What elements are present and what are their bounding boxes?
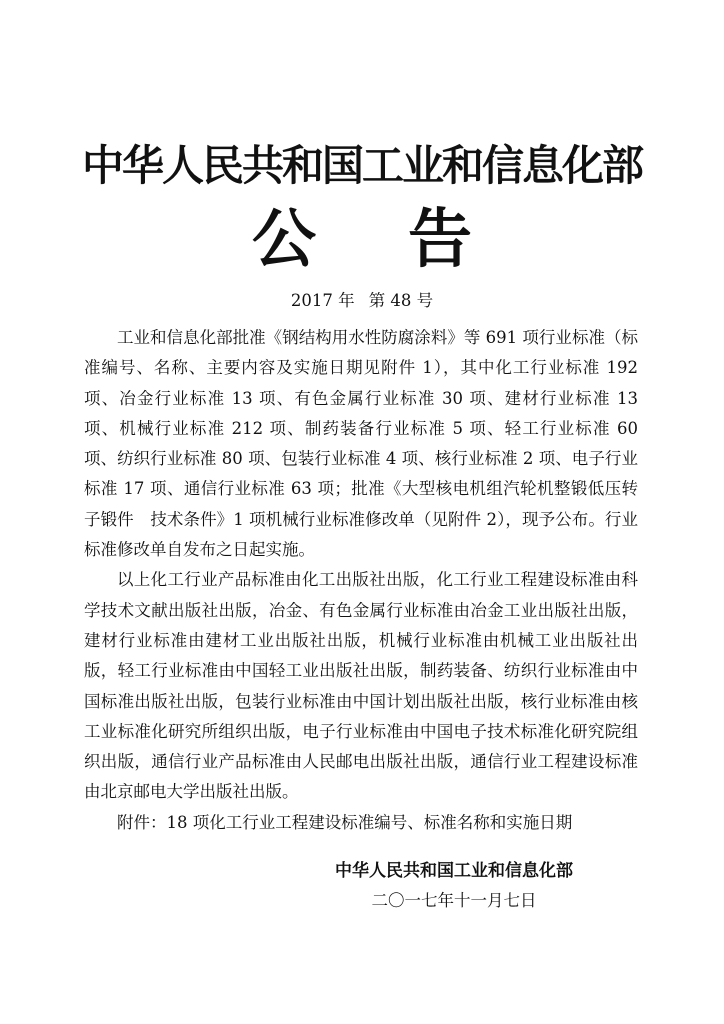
signature-organization: 中华人民共和国工业和信息化部 [335, 861, 573, 881]
document-number-value: 第 48 号 [368, 291, 434, 310]
announcement-body [84, 323, 638, 838]
document-number [0, 289, 724, 313]
issuer-title: 中华人民共和国工业和信息化部 [81, 141, 642, 190]
paragraph-approval: 工业和信息化部批准《钢结构用水性防腐涂料》等 691 项行业标准（标准编号、名称、主要内容及实施日期见附件 1），其中化工行业标准 192 项、冶金行业标准 13 项、有色金属行业标准 30 项、建材行业标准 13 项、机械行业标准 212 项、制药装备行业标准 5 项、轻工行业标准 60 项、纺织行业标准 80 项、包装行业标准 4 项、核行业标准 2 项、电子行业标准 17 项、通信行业标准 63 项；批准《大型核电机组汽轮机整锻低压转子锻件 技术条件》1 项机械行业标准修改单（见附件 2），现予公布。行业标准修改单自发布之日起实施。 [84, 328, 638, 560]
signature-date: 二〇一七年十一月七日 [371, 891, 537, 910]
document-year: 2017 年 [290, 291, 355, 310]
paragraph-publishers: 以上化工行业产品标准由化工出版社出版，化工行业工程建设标准由科学技术文献出版社出版，冶金、有色金属行业标准由冶金工业出版社出版，建材行业标准由建材工业出版社出版，机械行业标准由机械工业出版社出版，轻工行业标准由中国轻工业出版社出版，制药装备、纺织行业标准由中国标准出版社出版，包装行业标准由中国计划出版社出版，核行业标准由核工业标准化研究所组织出版，电子行业标准由中国电子技术标准化研究院组织出版，通信行业产品标准由人民邮电出版社出版，通信行业工程建设标准由北京邮电大学出版社出版。 [84, 570, 638, 802]
document-type-char-1: 公 [252, 203, 316, 277]
document-type-char-2: 告 [408, 203, 472, 277]
document-type-heading [0, 200, 724, 280]
paragraph-attachment: 附件：18 项化工行业工程建设标准编号、标准名称和实施日期 [117, 812, 573, 832]
